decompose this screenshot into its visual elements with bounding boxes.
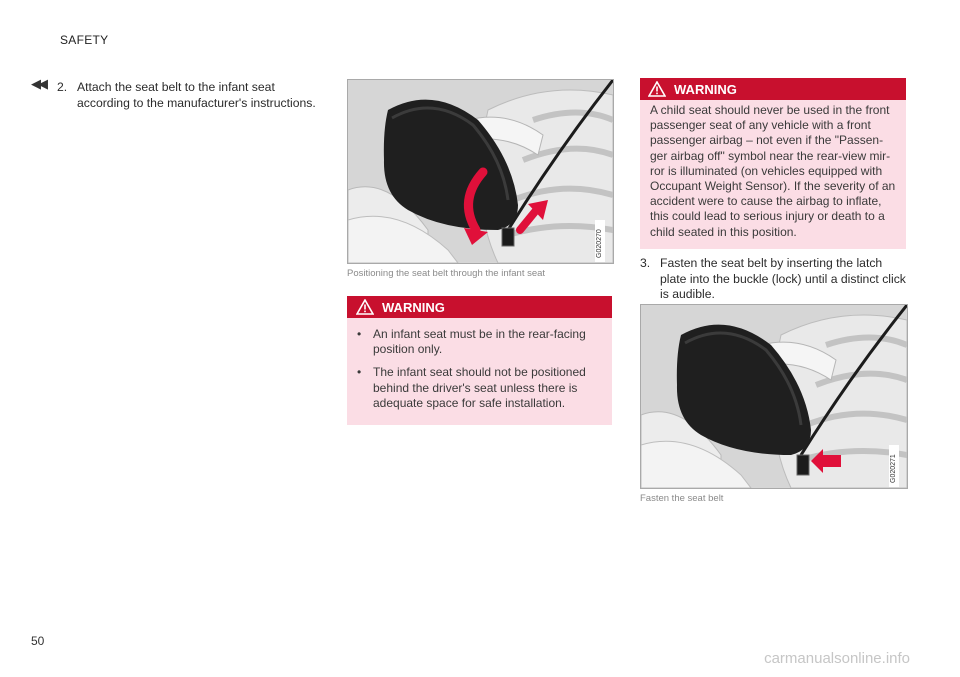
page-number: 50 — [31, 634, 45, 648]
warning-header — [347, 296, 612, 318]
figure-code: G020270 — [596, 229, 603, 258]
step-3 — [640, 256, 906, 303]
warning-title: WARNING — [674, 81, 737, 97]
infant-seat-belt-illustration — [347, 79, 614, 264]
warning-box-front-seat — [640, 78, 906, 249]
step-text: Attach the seat belt to the infant seat according to the manufacturer's instructions. — [77, 80, 316, 110]
figure-code: G020271 — [890, 454, 897, 483]
bullet-dot: • — [357, 365, 362, 380]
warning-bullet-text: An infant seat must be in the rear-facing position only. — [373, 327, 586, 357]
watermark: carmanualsonline.info — [764, 650, 910, 667]
step-text: Fasten the seat belt by inserting the latch plate into the buckle (lock) until a distinct click is audible. — [660, 256, 906, 301]
step-number: 3. — [640, 256, 651, 270]
warning-box-infant-seat — [347, 296, 612, 425]
warning-body — [347, 318, 612, 425]
step-2 — [57, 80, 327, 111]
figure-code-box — [595, 220, 605, 262]
figure-caption: Positioning the seat belt through the infant seat — [347, 268, 546, 279]
warning-triangle-icon — [356, 299, 374, 315]
figure-code-box — [889, 445, 899, 487]
bullet-dot: • — [357, 327, 362, 341]
back-nav-icon[interactable]: ◀◀ — [31, 76, 45, 91]
warning-bullet — [347, 365, 602, 411]
section-header: SAFETY — [60, 33, 109, 47]
figure-caption: Fasten the seat belt — [640, 493, 724, 504]
warning-body-text: A child seat should never be used in the front passenger seat of any vehicle with a front passenger airbag – not even if the "Passen-ger airbag off" symbol near the rear-view mir-ror is illuminated (on vehicles equipped with Occupant Weight Sensor). If the severity of an accident were to cause the airbag to inflate, this could lead to serious injury or death to a child seated in this position. — [640, 100, 906, 249]
fasten-seat-belt-illustration — [640, 304, 908, 489]
warning-bullet-text: The infant seat should not be positioned behind the driver's seat unless there is adequate space for safe installation. — [373, 365, 586, 410]
step-number: 2. — [57, 80, 68, 94]
warning-triangle-icon — [648, 81, 666, 97]
warning-title: WARNING — [382, 299, 445, 315]
warning-bullet — [347, 327, 602, 357]
warning-header — [640, 78, 906, 100]
